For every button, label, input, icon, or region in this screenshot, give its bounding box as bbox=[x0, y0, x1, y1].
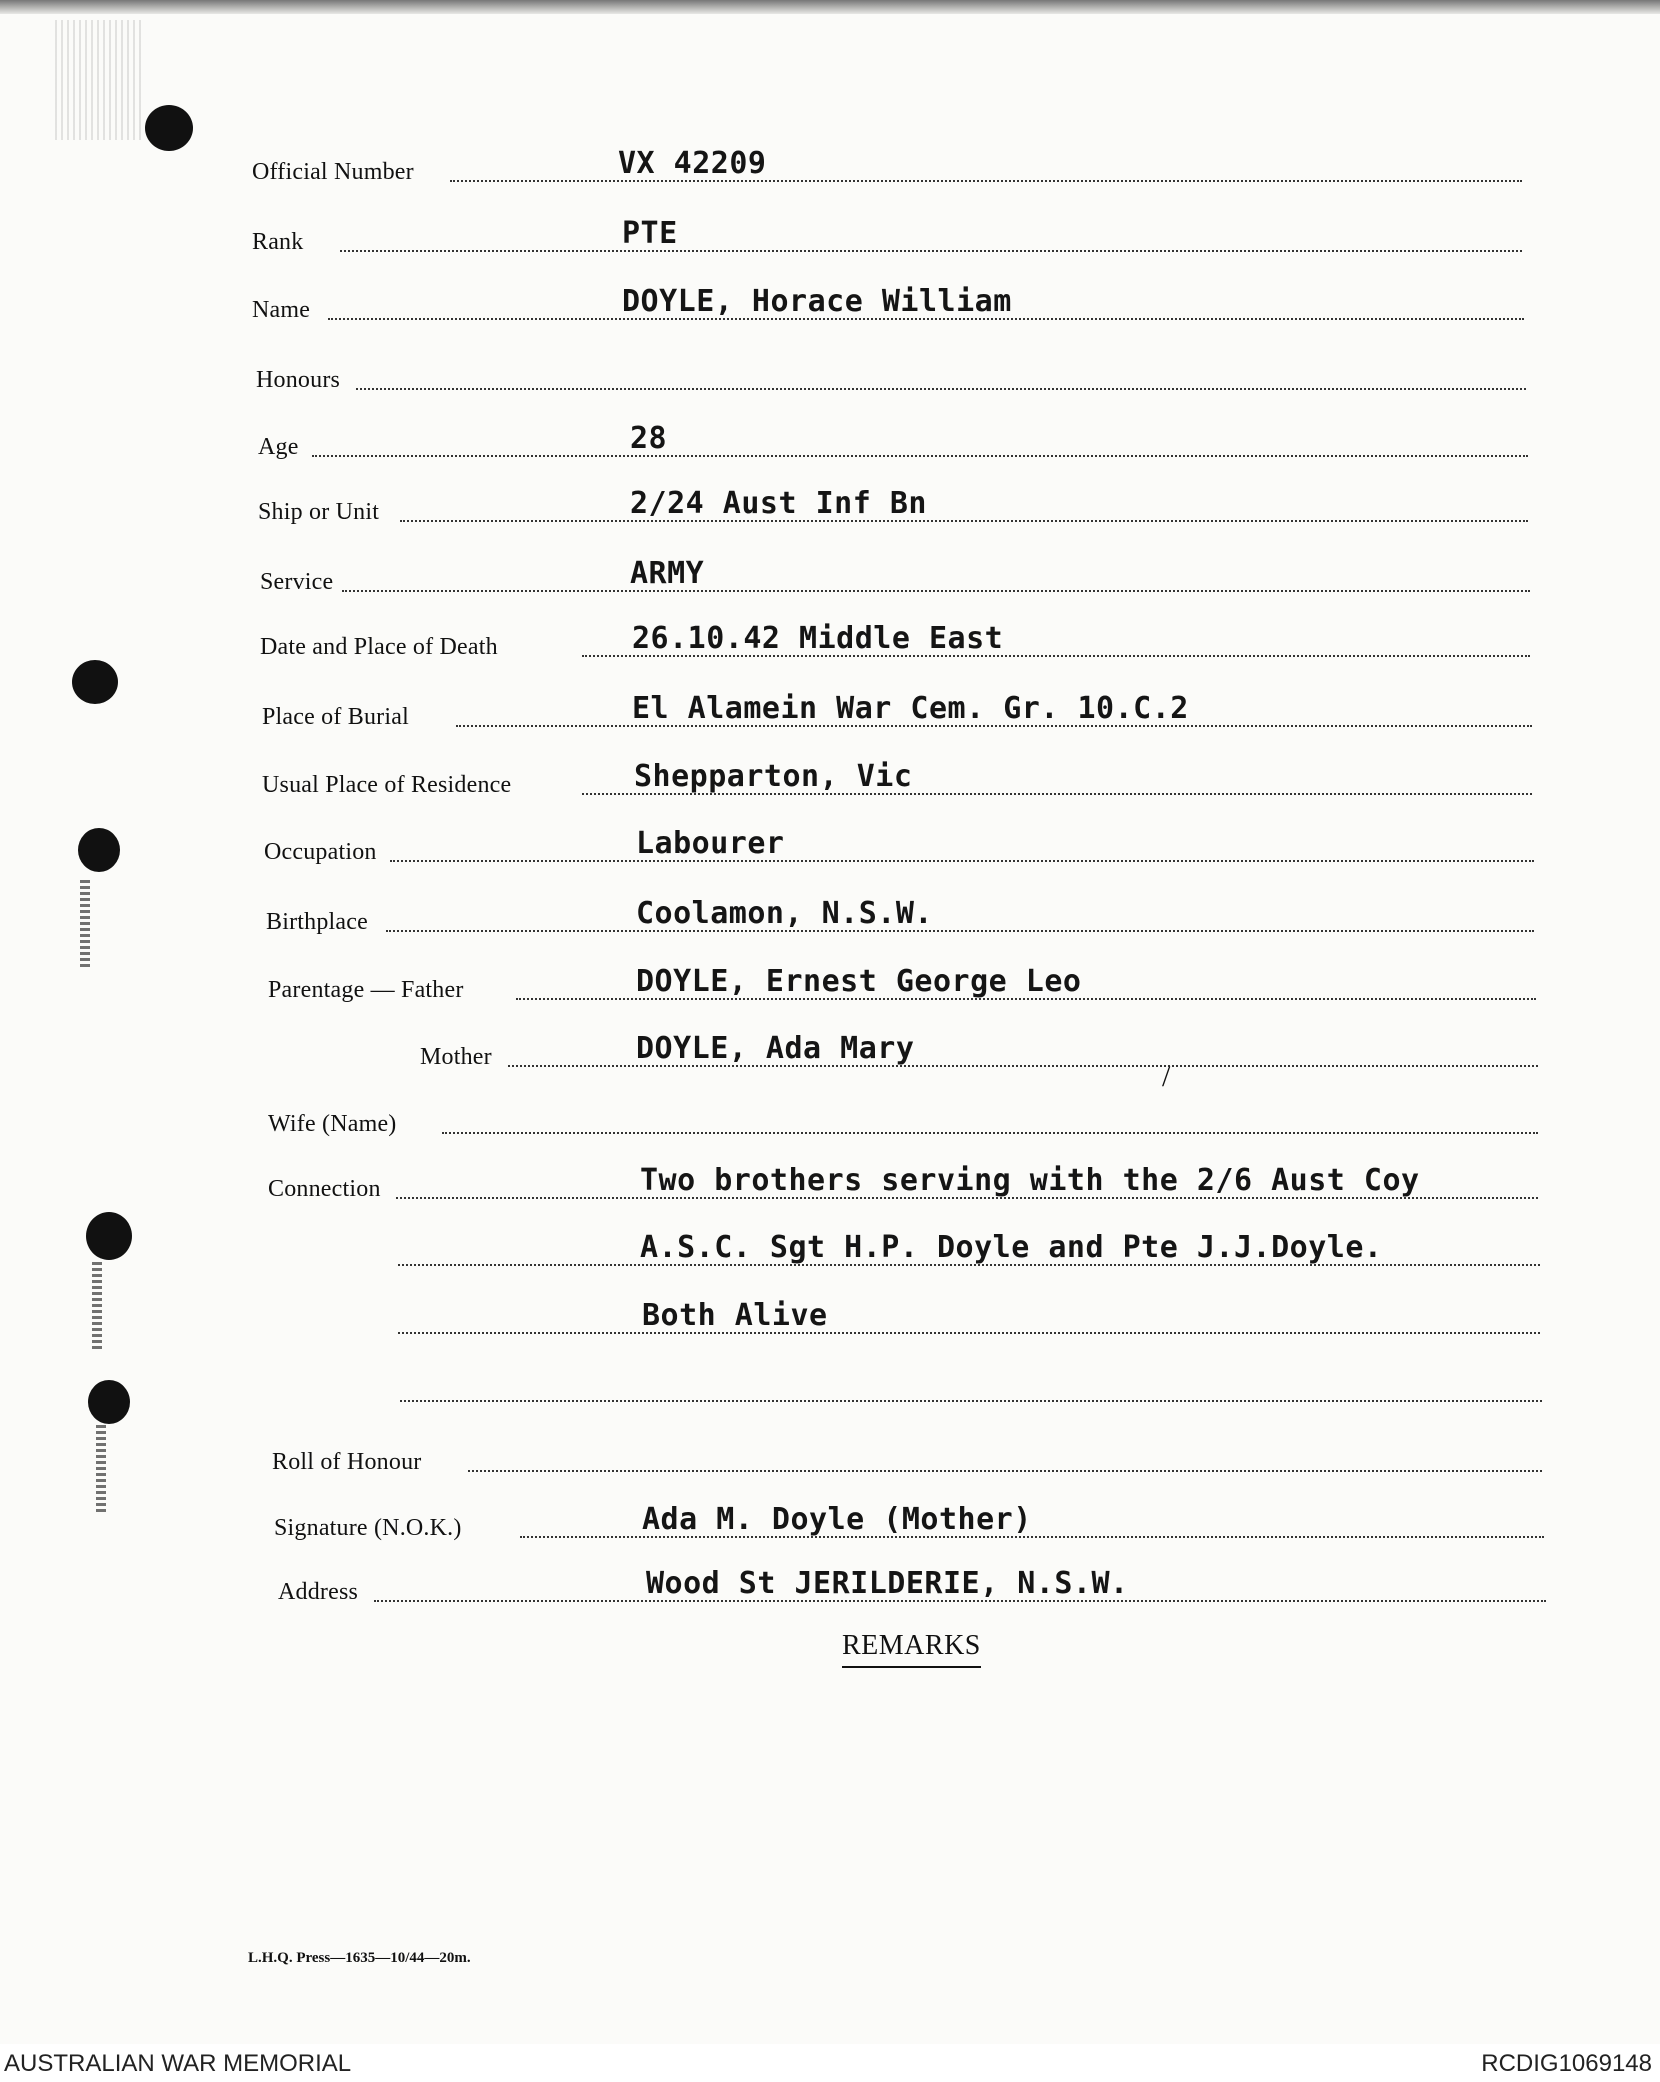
field-dotted-line-connection-4 bbox=[400, 1400, 1542, 1402]
field-value-birthplace: Coolamon, N.S.W. bbox=[636, 896, 933, 931]
footer-id: RCDIG1069148 bbox=[1481, 2050, 1652, 2077]
field-label-mother: Mother bbox=[420, 1044, 492, 1070]
field-value-usual-residence: Shepparton, Vic bbox=[634, 759, 913, 794]
field-dotted-line-ship-or-unit bbox=[400, 520, 1528, 522]
field-row-mother bbox=[0, 1015, 1660, 1075]
field-row-connection-4 bbox=[0, 1350, 1660, 1410]
field-value-date-place-death: 26.10.42 Middle East bbox=[632, 621, 1004, 656]
field-row-service bbox=[0, 540, 1660, 600]
check-mark: / bbox=[1162, 1060, 1171, 1093]
field-value-signature-nok: Ada M. Doyle (Mother) bbox=[642, 1502, 1032, 1537]
field-label-rank: Rank bbox=[252, 229, 304, 255]
field-label-honours: Honours bbox=[256, 367, 341, 393]
field-label-occupation: Occupation bbox=[264, 839, 377, 865]
field-label-connection: Connection bbox=[268, 1176, 381, 1202]
field-label-roll-of-honour: Roll of Honour bbox=[272, 1449, 422, 1475]
field-row-date-place-death bbox=[0, 605, 1660, 665]
field-label-signature-nok: Signature (N.O.K.) bbox=[274, 1515, 462, 1541]
field-row-address bbox=[0, 1550, 1660, 1610]
field-dotted-line-honours bbox=[356, 388, 1526, 390]
field-label-birthplace: Birthplace bbox=[266, 909, 368, 935]
field-dotted-line-birthplace bbox=[386, 930, 1534, 932]
field-dotted-line-rank bbox=[340, 250, 1522, 252]
field-row-connection-3 bbox=[0, 1282, 1660, 1342]
field-label-address: Address bbox=[278, 1579, 359, 1605]
field-value-connection: Two brothers serving with the 2/6 Aust Coy bbox=[640, 1163, 1420, 1198]
field-row-occupation bbox=[0, 810, 1660, 870]
field-row-wife bbox=[0, 1082, 1660, 1142]
field-dotted-line-occupation bbox=[390, 860, 1534, 862]
field-row-birthplace bbox=[0, 880, 1660, 940]
field-value-mother: DOYLE, Ada Mary bbox=[636, 1031, 915, 1066]
field-dotted-line-wife bbox=[442, 1132, 1538, 1134]
field-dotted-line-service bbox=[342, 590, 1530, 592]
field-label-ship-or-unit: Ship or Unit bbox=[258, 499, 380, 525]
field-dotted-line-connection-3 bbox=[398, 1332, 1540, 1334]
scan-edge-top bbox=[0, 0, 1660, 14]
field-row-rank bbox=[0, 200, 1660, 260]
field-value-place-of-burial: El Alamein War Cem. Gr. 10.C.2 bbox=[632, 691, 1189, 726]
field-row-connection bbox=[0, 1147, 1660, 1207]
field-label-wife: Wife (Name) bbox=[268, 1111, 397, 1137]
field-label-service: Service bbox=[260, 569, 334, 595]
printer-note: L.H.Q. Press—1635—10/44—20m. bbox=[248, 1950, 471, 1966]
field-value-connection-3: Both Alive bbox=[642, 1298, 828, 1333]
field-row-age bbox=[0, 405, 1660, 465]
field-value-address: Wood St JERILDERIE, N.S.W. bbox=[646, 1566, 1129, 1601]
field-row-official-number bbox=[0, 130, 1660, 190]
field-label-date-place-death: Date and Place of Death bbox=[260, 634, 498, 660]
field-label-place-of-burial: Place of Burial bbox=[262, 704, 409, 730]
field-dotted-line-roll-of-honour bbox=[468, 1470, 1542, 1472]
field-label-age: Age bbox=[258, 434, 299, 460]
field-row-roll-of-honour bbox=[0, 1420, 1660, 1480]
field-value-rank: PTE bbox=[622, 216, 678, 251]
field-label-parentage-father: Parentage — Father bbox=[268, 977, 464, 1003]
field-label-official-number: Official Number bbox=[252, 159, 414, 185]
field-value-ship-or-unit: 2/24 Aust Inf Bn bbox=[630, 486, 927, 521]
field-value-age: 28 bbox=[630, 421, 668, 456]
field-row-place-of-burial bbox=[0, 675, 1660, 735]
field-row-usual-residence bbox=[0, 743, 1660, 803]
footer-source: AUSTRALIAN WAR MEMORIAL bbox=[4, 2050, 352, 2077]
field-row-parentage-father bbox=[0, 948, 1660, 1008]
field-row-honours bbox=[0, 338, 1660, 398]
field-value-connection-2: A.S.C. Sgt H.P. Doyle and Pte J.J.Doyle. bbox=[640, 1230, 1383, 1265]
remarks-heading: REMARKS bbox=[842, 1630, 981, 1668]
field-value-service: ARMY bbox=[630, 556, 705, 591]
field-value-occupation: Labourer bbox=[636, 826, 785, 861]
field-value-parentage-father: DOYLE, Ernest George Leo bbox=[636, 964, 1082, 999]
field-value-official-number: VX 42209 bbox=[618, 146, 767, 181]
scan-noise bbox=[55, 20, 145, 140]
field-dotted-line-age bbox=[312, 455, 1528, 457]
field-label-usual-residence: Usual Place of Residence bbox=[262, 772, 512, 798]
footer bbox=[0, 2044, 1660, 2082]
field-value-name: DOYLE, Horace William bbox=[622, 284, 1012, 319]
field-label-name: Name bbox=[252, 297, 311, 323]
field-row-ship-or-unit bbox=[0, 470, 1660, 530]
field-row-name bbox=[0, 268, 1660, 328]
field-row-signature-nok bbox=[0, 1486, 1660, 1546]
field-dotted-line-official-number bbox=[450, 180, 1522, 182]
field-row-connection-2 bbox=[0, 1214, 1660, 1274]
